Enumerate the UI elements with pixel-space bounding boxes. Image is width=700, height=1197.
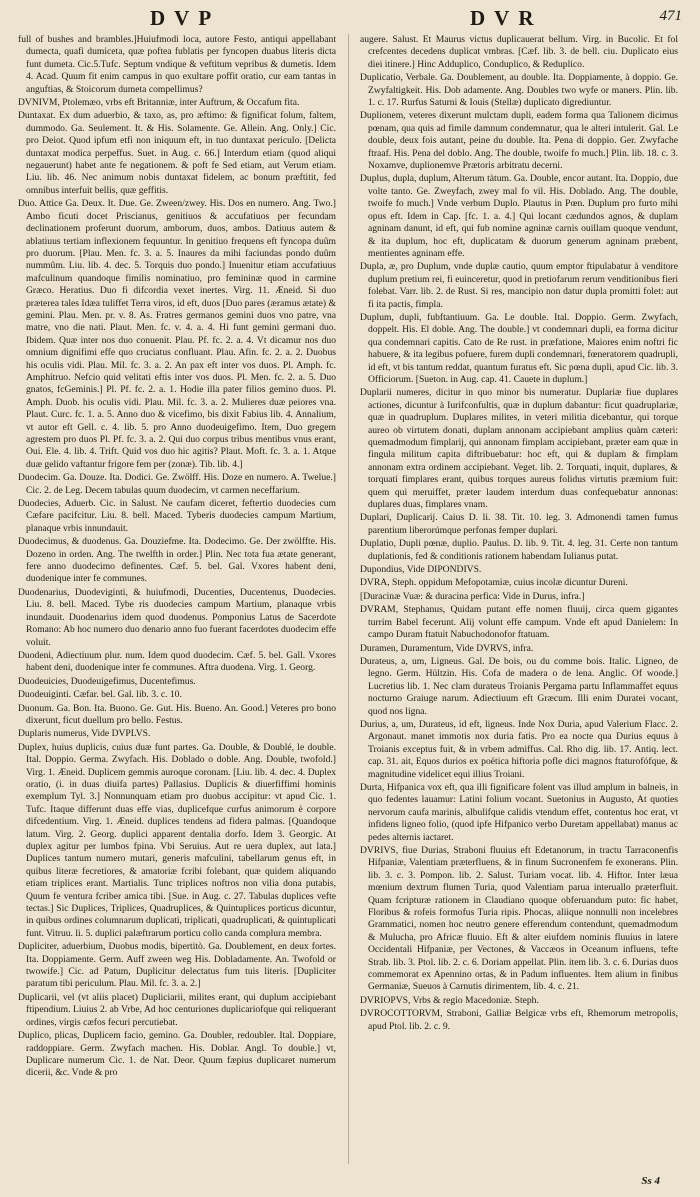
dictionary-entry: Duodeni, Adiectiuum plur. num. Idem quod duodecim. Cæf. 5. bel. Gall. Vxores habent deni, duodenique inter fe communes. Aftra duodena. Virg. 1. Georg. bbox=[18, 649, 336, 674]
dictionary-entry: Duplus, dupla, duplum, Alterum tàtum. Ga. Double, encor autant. Ita. Doppio, due volte tanto. Ge. Zweyfach, zwey mal fo vil. His. Doblado. Ang. The double, twoife fo much.] Vnde verbum Duplo. Plautus in Pœn. Duplum pro furto mihi opus eft. Idem in Cap. [fc. 1. a. 4.] Qui locant cædundos agnos, & duplam agninam danunt, id eft, qui fub nomine agninæ carnis ouillam quoque vendunt, & ita duplum, hoc eft, duplicatam & duorum generum agninam præbent, mentientes agninam effe. bbox=[360, 173, 678, 259]
dictionary-entry: Duplatio, Dupli pœnæ, duplio. Paulus. D. lib. 9. Tit. 4. leg. 31. Certe non tantum duplationis, fed & conditionis rationem habendam Iulianus putat. bbox=[360, 538, 678, 562]
dictionary-entry: Duplaris numerus, Vide DVPLVS. bbox=[18, 728, 151, 740]
left-running-head: DVP bbox=[150, 6, 221, 30]
left-column bbox=[18, 34, 336, 1081]
dictionary-entry: Duodeuiginti. Cæfar. bel. Gal. lib. 3. c. 10. bbox=[18, 689, 182, 701]
dictionary-entry: Dupliciter, aduerbium, Duobus modis, bipertitò. Ga. Doublement, en deux fortes. Ita. Doppiamente. Germ. Auff zween weg His. Dobladamente. An. Twofold or twowife.] Cic. ad Patum, Duplicitur delectatus fum tuis literis. [Dupliciter paratum tibi periculum. Plau. Mil. fc. 3. a. 2.] bbox=[18, 941, 336, 990]
running-head bbox=[0, 6, 700, 32]
column-divider bbox=[348, 34, 349, 1164]
catchword: Ss 4 bbox=[641, 1175, 660, 1187]
page-number: 471 bbox=[659, 8, 682, 24]
dictionary-entry: Duodecimus, & duodenus. Ga. Douziefme. Ita. Dodecimo. Ge. Der zwölffte. His. Dozeno in orden. Ang. The twelfth in order.] Plin. Nec tota fua ætate generant, fere anno duodecimo definentes. Cæf. 5. bel. Gal. Vxores habent deni, duodenique inter fe communes. bbox=[18, 536, 336, 585]
dictionary-entry: Duramen, Duramentum, Vide DVRVS, infra. bbox=[360, 642, 534, 654]
dictionary-entry: DVRIOPVS, Vrbs & regio Macedoniæ. Steph. bbox=[360, 994, 539, 1006]
dictionary-entry: Durta, Hifpanica vox eft, qua illi fignificare folent vas illud amplum in balneis, in quo fedentes lauamur: Latini folium vocant. Suetonius in Augusto, At quoties nervorum caufa marinis, albulifque calidis vtendum effet, contentus hoc erat, vt infidens ligneo folio, (quod ipfe Hifpanico verbo Duretam appellabat) manus ac pedes alternis iactaret. bbox=[360, 781, 678, 843]
dictionary-entry: Durateus, a, um, Ligneus. Gal. De bois, ou du comme bois. Italic. Ligneo, de legno. Germ. Hültzin. His. Cofa de madera o de lena. Anglic. Of woode.] Lucretius lib. 1. Nec clam durateus Troianis Pergama partu Inflammaffet equus nocturno Graiuge narum. Adiectiuum eft Græcum. Illi enim Duratei vocant, quod nos ligna. bbox=[360, 655, 678, 717]
dictionary-entry: Duodenarius, Duodeviginti, & huiufmodi, Ducenties, Ducentenus, Duodecies. Liu. 8. bell. Maced. Tybe ris duodecies campum Martium, planaque vrbis inundauit. Duodenarius idem quod duodenus. Pomponius Latus de Sacerdote Romano: Ab hoc numero duo denario anno fuo fuerant facerdotes duodecim effe voluit. bbox=[18, 586, 336, 648]
dictionary-entry: Duonum. Ga. Bon. Ita. Buono. Ge. Gut. His. Bueno. An. Good.] Veteres pro bono dixerunt, ficut duellum pro bello. Festus. bbox=[18, 702, 336, 726]
dictionary-entry: Duplex, huius duplicis, cuius duæ funt partes. Ga. Double, & Doublé, le double. Ital. Doppio. Germa. Zwyfach. His. Doblado o doble. Ang. Double, twofold.] Virg. 1. Æneid. Duplicem gemmis auroque coronam. [Liu. lib. 4. dec. 4. Duplex oratio, (i. in duas diuifa partes) Pallasius. Duplicis & diuerfiffimi hominis exemplum Tyl. 3.] Nonnunquam etiam pro duobus accipitur: vt apud Cic. 1. Tufc. Itaque differunt duas effe vias, duplicefque curfus animorum è corpore difcedentium. Virg. 1. Æneid. duplices tendens ad fidera palmas. [Quandoque latum. Virg. 2. Georg. duplici apparent dentalia dorfo. Idem 3. Georgic. At duplex agitur per lumbos fpina. Vbi Seruius. Aut re uera duplex, aut lata.] Duplices tantum numero mutari, generis mafculini, tabellarum genus eft, in quibus literæ fecretiores, & amatoriæ fcribi folebant, quæ quidem aliquando etiam triplices erant. Martialis. Tunc triplices noftros non vilia dona putabis, Quum fe ventura fcriber amica tibi. [Sue. in Aug. c. 27. Tabulas duplices vefte tectas.] Sic Duplices, Triplices, Quadruplices, & Quintuplices porticus dicuntur, in quibus ordines columnarum duplicati, triplicati, quadruplicati, & quintuplicati funt. Vitruu. li. 5. duplici palæftrarum porticu collo canda complura membra. bbox=[18, 741, 336, 939]
dictionary-entry: Dupondius, Vide DIPONDIVS. bbox=[360, 564, 482, 576]
dictionary-entry: Dupla, æ, pro Duplum, vnde duplæ cautio, quum emptor ftipulabatur à venditore duplum pretium rei, fi euinceretur, quod in pretiofarum rerum venditionibus fieri folebat. Varr. lib. 2. de Rust. Si res, mancipio non datur dupla promitti folet: aut fi ita pactis, fimpla. bbox=[360, 261, 678, 310]
dictionary-entry: [Duracinæ Vuæ: & duracina perfica: Vide in Durus, infra.] bbox=[360, 590, 585, 602]
dictionary-entry: DVNIVM, Ptolemæo, vrbs eft Britanniæ, inter Auftrum, & Occafum fita. bbox=[18, 97, 300, 109]
dictionary-entry: Duplico, plicas, Duplicem facio, gemino. Ga. Doubler, redoubler. Ital. Doppiare, raddoppiare. Germ. Zwyfach machen. His. Doblar. Angl. To double.] vt, Duplicare numerum Cic. 1. de Nat. Deor. Quum fæpius duplicaret numerum dicerii, &c. Vnde & pro bbox=[18, 1030, 336, 1079]
dictionary-entry: DVRA, Steph. oppidum Mefopotamiæ, cuius incolæ dicuntur Dureni. bbox=[360, 577, 628, 589]
dictionary-entry: augere. Salust. Et Maurus victus duplicauerat bellum. Virg. in Bucolic. Et fol crefcentes decedens duplicat vmbras. [Cæf. lib. 3. de bell. ciu. Duplicato eius diei itinere.] Hinc Adduplico, Conduplico, & Reduplico. bbox=[360, 34, 678, 70]
dictionary-entry: DVROCOTTORVM, Straboni, Galliæ Belgicæ vrbs eft, Rhemorum metropolis, apud Ptol. lib. 2. c. 9. bbox=[360, 1008, 678, 1032]
dictionary-entry: full of bushes and brambles.]Huiufmodi loca, autore Festo, antiqui appellabant dumecta, quafi dumiceta, quæ poftea fublatis per fyncopen duabus literis dicta funt dumeta. Cic.5.Tufc. Septum vndique & veftitum vepribus & dumetis. Idem 4. Acad. Quum fit enim campus in quo exultare poffit oratio, cur eam tantas in anguftias, & Stoicorum dumeta compellimus? bbox=[18, 34, 336, 95]
dictionary-entry: Duodecies, Aduerb. Cic. in Salust. Ne caufam diceret, feftertio duodecies cum Cæfare pacifcitur. Liu. 8. bell. Maced. Tyberis duodecies campum Martium, planaque vrbis innundauit. bbox=[18, 498, 336, 534]
dictionary-entry: Duodeuicies, Duodeuigefimus, Ducentefimus. bbox=[18, 675, 196, 687]
dictionary-entry: Duplum, dupli, fubftantiuum. Ga. Le double. Ital. Doppio. Germ. Zwyfach, doppelt. His. El doble. Ang. The double.] vt condemnari dupli, ea forma dicitur qua condemnari capitis. Cato de Re rust. in præfatione, Maiores enim noftri fic habuere, & ita legibus pofuere, furem dupli condemnari, fœneratorem quadrupli, id eft, vt bis tantum reddat, quantum furatus eft. Sic pœna dupli, apud Cic. lib. 3. Officiorum. [Sueton. in Aug. cap. 41. Cauete in duplum.] bbox=[360, 311, 678, 385]
right-column bbox=[360, 34, 678, 1034]
dictionary-entry: Duplari, Duplicarij. Caius D. li. 38. Tit. 10. leg. 3. Admonendi tamen fumus parentium liberorúmque perfonas femper duplari. bbox=[360, 512, 678, 536]
dictionary-entry: Duplicatio, Verbale. Ga. Doublement, au double. Ita. Doppiamente, à doppio. Ge. Zwyfaltigkeit. His. Dob adamente. Ang. Doubles two wyfe or maners. Plin. lib. 1. c. 17. Rurfus Saturni & Iouis (Stellæ) duplicato digrediuntur. bbox=[360, 72, 678, 109]
dictionary-entry: Duntaxat. Ex dum aduerbio, & taxo, as, pro æftimo: & fignificat folum, faltem, dummodo. Ga. Seulement. It. & His. Solamente. Ge. Allein. Ang. Only.] Cic. pro Deiot. Quod ipfum etfi non iniquum eft, in tuo duntaxat periculo. [Delicta duntaxat modica perpeffus. Suet. in Aug. c. 66.] Interdum etiam (quod aliqui negauerunt) habet ante fe negationem. & poft fe Sed etiam, aut Verum etiam. Liu. lib. 46. Nec animum nobis duntaxat fidelem, ac bonum præftitit, fed omnibus interfuit bellis, quæ geffitis. bbox=[18, 110, 336, 196]
dictionary-entry: Duo. Attice Ga. Deux. It. Due. Ge. Zween/zwey. His. Dos en numero. Ang. Two.] Ambo ficuti docet Priscianus, genitiuos & accufatiuos per fecundam declinationem proferunt duorum, amborum, duos, ambos. Datiuus autem & ablatiuus tertiam inflexionem fequuntur. In genitiuo frequens eft fyncopa duûm pro duorum. [Plau. Men. fc. 3. a. 5. Inaures da mihi faciundas pondo duûm nummûm. Liu. lib. 4. dec. 5. Torquis duo pondo.] Inuenitur etiam accufatiuus mafculinum quandoque fimilis nominatiuo, pro femininæ quod in carmine Græco. Heratius. Duo fi difcordia vexet inertes. Virg. 11. Æneid. Si duo præterea tales Idæa tuliffet Terra viros, id eft, duos [Duo pares (æramus ætate) & gemini. Plau. Men. pr. v. 8. As. Fratres germanos gemini duos vno patre, vna matre, vno die nati. Plaut. Men. fc. v. 4. a. 4. Hi funt gemini germani duo. Ibidem. Quæ inter nos duo conuenit. Plau. Pf. fc. 2. a. 4. Vt dicamur nos duo omnium dignifimi effe quo cruciatus confluant. Plau. Afin. fc. 2. a. 2. Duobus his oculis vidi. Plau. Mil. fc. 3. a. 2. An pax eft inter vos duos. Pl. Amph. fc. Amphitruo. Nefcio quid velitati eftis inter vos duos. Pl. Men. fc. 2. a. 5. Duo gnatos, fcGeminis.] Pl. Pf. fc. 2. a. 1. Hodie illa pater filios gemino duos. Pl. Amph. Duob. his oculis vidi. Plau. Mil. fc. 3. a. 2. Mulieres duæ peiores vna. Plaut. Curc. fc. 1. a. 5. Anno duo & vicefimo, bis dixit Fabius lib. 4. Annalium, vt autor eft Gell. c. 4. lib. 5. pro Anno duodeuigefimo. Item, Duo gregem agrestem pro duos Pl. Pf. fc. 3. a. 2. Qui duo corpus tribus mentibus vnus erant, Oui. Ele. 4. lib. 4. Trift. Quid vos duo hic agitis? Plaut. Moft. fc. 3. a. 1. Atque duæ gelido vaftantur frigore fem per (zonæ). Tib. lib. 4.] bbox=[18, 198, 336, 470]
dictionary-entry: DVRIVS, fiue Durias, Straboni fluuius eft Edetanorum, in tractu Tarraconenfis Hifpaniæ, Valentiam præterfluens, & in finum Sucronenfem fe exonerans. Plin. lib. 3. c. 3. Pompon. lib. 2. Salust. Turiam vocat. lib. 4. Hiftor. Inter læua mœnium dextrum flumen Turia, quod Valentiam parua interuallo præterfluit. Quam fcripturæ rationem in Claudiano quoque obferuandum puto: fic habet, Floribus & rofeis formofus Turia ripis. Phocas, aliique nonnulli non incelebres Grammatici, nomen hoc neutro genere efferendum contendunt, quemadmodum & Mulucha, pro Africæ fluuio. Eft & alter eiufdem nominis fluuius in latere Occidentali Hifpaniæ, per Vectones, & Vaccæos in Oceanum influens, tefte Strab. lib. 3. Ptol. lib. 2. c. 6. Doriam appellat. Plin. item lib. 3. c. 6. Durias duos commemorat ex Apennino ortas, & in Padum influentes. Item alium in finibus Germaniæ, Sueuos à Carnutis dirimentem, lib. 4. c. 21. bbox=[360, 845, 678, 993]
dictionary-entry: Duplarii numeres, dicitur in quo minor bis numeratur. Duplariæ fiue duplares actiones, dicuntur à Iurifconfultis, quæ in duplum dabantur: ficut quadruplariæ, quæ in quadruplum. Duplares milites, in veteri militia dicebantur, qui torque aureo ob virtutem donati, duplam annonam accipiebant amplius quàm cæteri: quemadmodum fimplarij, qui annonam fimplam accipiebant, præter eam quæ in fingula militum capita diftribuebatur: hoc eft, qui & duplam & fimplam annonam extra ordinem accipiebant. Veget. lib. 2. Torquati, inquit, duplares, & torquati fimplares erant, quibus torques aureus folidus virtutis præmium fuit: quem qui meruiffet, præter laudem interdum duas confequebatur annonas: duplares duas, fimplares vnam. bbox=[360, 387, 678, 511]
dictionary-entry: Duplionem, veteres dixerunt mulctam dupli, eadem forma qua Talionem dicimus pœnam, qua quis ad fimile damnum condemnatur, qua le alteri intulerit. Gal. Le double, deux fois autant, peine du double. Ita. Pena di doppio. Ger. Zwyfache ftraaf. His. Pena del doblo. Ang. The double, twoife fo much.] Plin. lib. 18. c. 3. Noxamve, duplionemve Prætoris arbitratu decerni. bbox=[360, 110, 678, 172]
right-running-head: DVR bbox=[470, 6, 543, 30]
dictionary-entry: Duplicarii, vel (vt aliis placet) Dupliciarii, milites erant, qui duplum accipiebant ftipendium. Liuius 2. ab Vrbe, Ad hoc centuriones duplicariofque qui reliquerant ordines, virgis cæfos fecuri percutiebat. bbox=[18, 991, 336, 1028]
dictionary-entry: Durius, a, um, Durateus, id eft, ligneus. Inde Nox Duria, apud Valerium Flacc. 2. Argonaut. manet immotis nox duria fatis. Pro ea nocte qua Durius equus à Troianis exceptus fuit, & in vrbem admiffus. Cal. Rho dig. lib. 17. Antiq. lect. cap. 31. ait, Equos durios ex poëtica hiftoria pofle dici magnos ftaturofófque, & magnitudine videlicet equi illius Troiani. bbox=[360, 718, 678, 780]
dictionary-entry: DVRAM, Stephanus, Quidam putant effe nomen fluuij, circa quem gigantes turrim Babel fecerunt. Alij volunt effe campum. Vnde eft apud Danielem: In campo Duram ftatuit Nabuchodonofor ftatuam. bbox=[360, 604, 678, 641]
dictionary-entry: Duodecim. Ga. Douze. Ita. Dodici. Ge. Zwölff. His. Doze en numero. A. Twelue.] Cic. 2. de Leg. Decem tabulas quum duodecim, vt carmen neceffarium. bbox=[18, 472, 336, 496]
